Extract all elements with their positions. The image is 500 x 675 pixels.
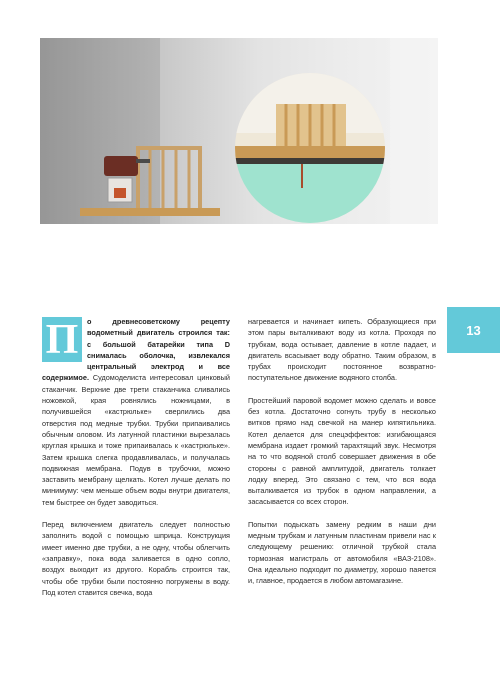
paragraph-3: нагревается и начинает кипеть. Образующиеся при этом пары выталкивают воду из котла. Проходя по трубкам, вода остывает, давление в котле падает, и двигатель всасывает воду обратно. Таким образом, в трубах происходит постоянное возвратно-поступательное движение водяного столба. [248,317,436,383]
boat-photo [40,38,438,224]
paragraph-4: Простейший паровой водомет можно сделать и вовсе без котла. Достаточно согнуть трубу в несколько витков прямо над свечкой на манер кипятильника. Котел делается для спецэффектов: изгибающаяся мембрана издает громкий тарахтящий звук. Несмотря на то что водяной столб совершает движения в обе стороны с равной амплитудой, двигатель толкает лодку вперед. Это связано с тем, что вся вода выталкивается из трубок в одном направлении, а засасывается со всех сторон. [248,395,436,507]
lead-paragraph [42,316,230,508]
boat-illustration [40,38,438,224]
paragraph-5: Попытки подыскать замену редким в наши дни медным трубкам и латунным пластинам привели нас к следующему решению: отличной трубкой стала тормозная магистраль от автомобиля «ВАЗ-2108». Она идеально подходит по диаметру, хорошо паяется и, главное, продается в любом автомагазине. [248,519,436,586]
paragraph-1: Судомоделиста интересовал цинковый стаканчик. Верхние две трети стаканчика сливались ножовкой, края ровнялись ножницами, в получившейся «кастрюльке» сверлились два отверстия под медные трубки. Трубки припаивались обычным оловом. Из латунной пластинки вырезалась круглая крышка и тоже припаивалась к «кастрюльке». Затем крышка слегка продавливалась, и получалась подвижная мембрана. Подув в трубочки, можно заставить мембрану щелкать. Котел лучше делать по минимуму: чем меньше объем воды внутри двигателя, тем быстрее он будет заводиться. [42,373,230,507]
circle-inset [235,73,385,224]
article-column-left [42,316,230,598]
dropcap-letter: П [45,316,79,363]
article-column-right [248,316,436,587]
page-number-tab [447,307,500,353]
page-number: 13 [466,322,481,338]
lead-text: о древнесоветскому рецепту водометный двигатель строился так: с большой батарейки типа D снималась оболочка, извлекался центральный электрод и все содержимое. [42,317,230,383]
dropcap-box [42,317,82,362]
paragraph-2: Перед включением двигатель следует полностью заполнить водой с помощью шприца. Конструкция имеет именно две трубки, а не одну, чтобы облегчить «заправку», пока вода заливается в одно сопло, воздух выходит из другого. Корабль строится так, чтобы обе трубки были постоянно погружены в воду. Под котел ставится свечка, вода [42,520,230,597]
